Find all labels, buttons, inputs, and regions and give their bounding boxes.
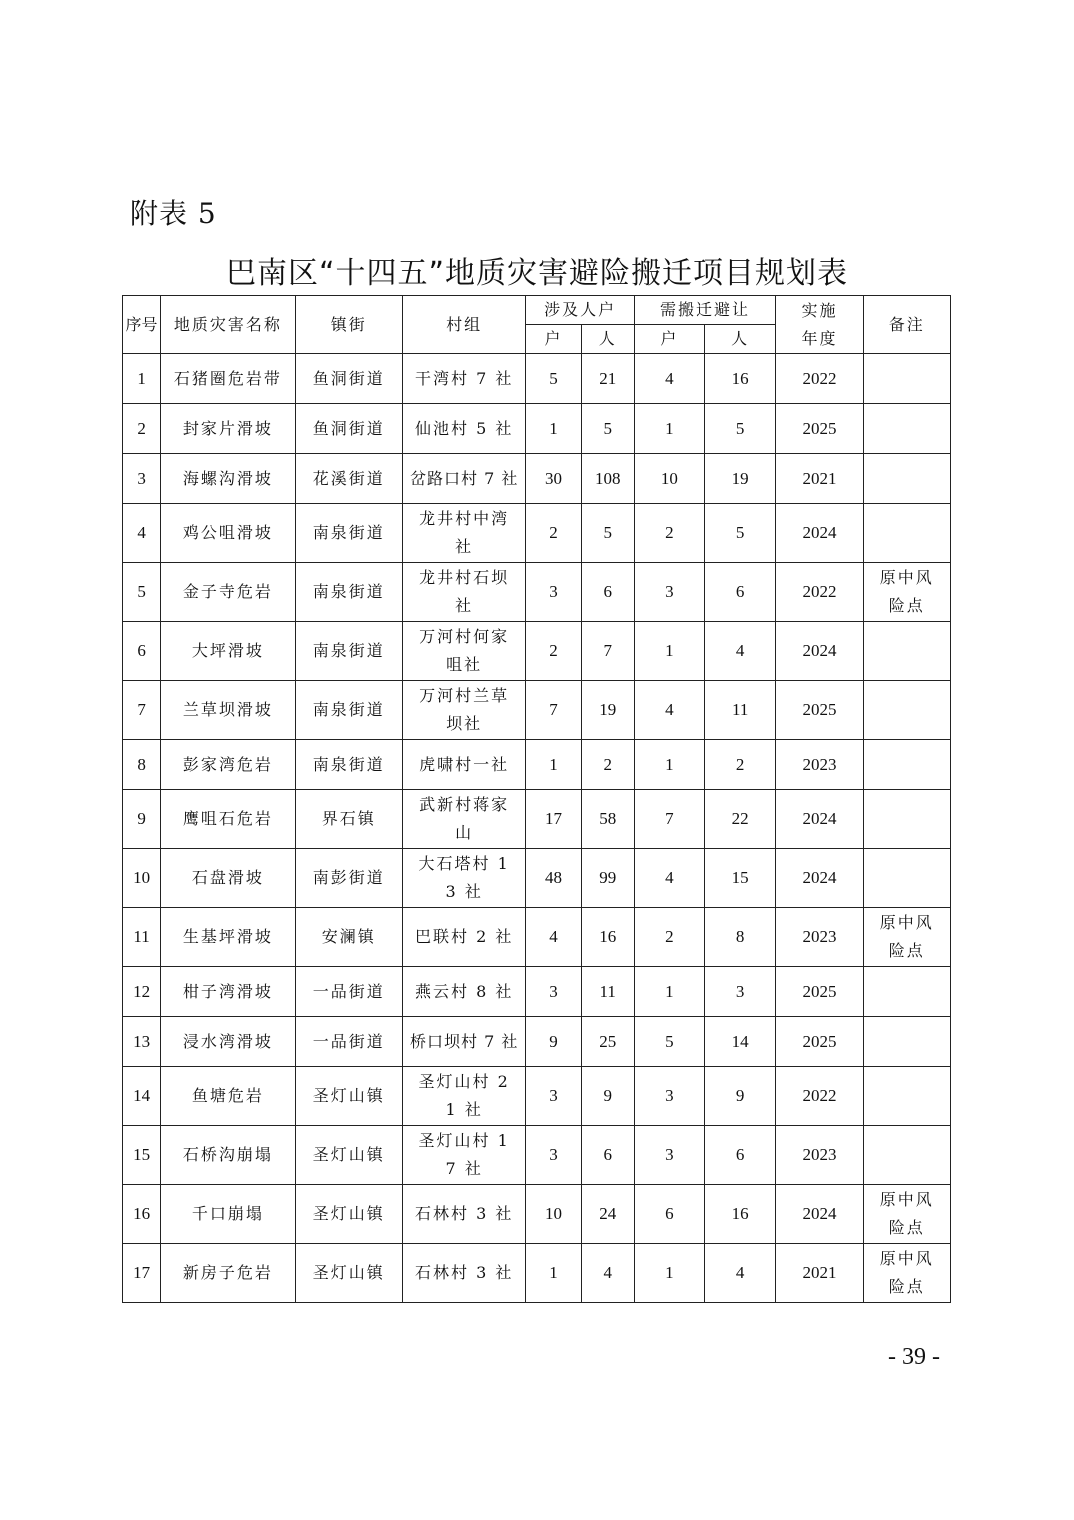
cell-village: 武新村蒋家山 (402, 790, 525, 849)
cell-inv-hu: 1 (526, 1244, 581, 1303)
cell-village: 虎啸村一社 (402, 740, 525, 790)
cell-street: 一品街道 (295, 1017, 402, 1067)
table-row (123, 1126, 951, 1185)
header-involved-ren: 人 (581, 325, 634, 354)
cell-inv-hu: 2 (526, 622, 581, 681)
cell-inv-hu: 3 (526, 1126, 581, 1185)
cell-village: 圣灯山村 17 社 (402, 1126, 525, 1185)
cell-inv-hu: 10 (526, 1185, 581, 1244)
cell-inv-ren: 58 (581, 790, 634, 849)
cell-village: 仙池村 5 社 (402, 404, 525, 454)
cell-rel-hu: 1 (634, 1244, 704, 1303)
cell-inv-ren: 24 (581, 1185, 634, 1244)
cell-inv-hu: 1 (526, 404, 581, 454)
cell-no: 17 (123, 1244, 161, 1303)
cell-year: 2024 (776, 622, 863, 681)
cell-no: 16 (123, 1185, 161, 1244)
cell-year: 2021 (776, 454, 863, 504)
table-row (123, 1067, 951, 1126)
header-remark: 备注 (863, 296, 950, 354)
cell-rel-hu: 4 (634, 681, 704, 740)
cell-rel-ren: 6 (705, 1126, 776, 1185)
cell-village: 圣灯山村 21 社 (402, 1067, 525, 1126)
cell-rel-ren: 16 (705, 354, 776, 404)
cell-village: 干湾村 7 社 (402, 354, 525, 404)
cell-remark (863, 790, 950, 849)
cell-village: 巴联村 2 社 (402, 908, 525, 967)
cell-rel-hu: 7 (634, 790, 704, 849)
cell-inv-ren: 2 (581, 740, 634, 790)
cell-name: 新房子危岩 (161, 1244, 295, 1303)
cell-name: 千口崩塌 (161, 1185, 295, 1244)
cell-inv-hu: 30 (526, 454, 581, 504)
table-row (123, 1244, 951, 1303)
header-relocate-hu: 户 (634, 325, 704, 354)
cell-remark (863, 681, 950, 740)
cell-name: 海螺沟滑坡 (161, 454, 295, 504)
cell-no: 4 (123, 504, 161, 563)
cell-year: 2024 (776, 1185, 863, 1244)
cell-village: 万河村兰草坝社 (402, 681, 525, 740)
cell-street: 界石镇 (295, 790, 402, 849)
cell-no: 10 (123, 849, 161, 908)
cell-rel-hu: 4 (634, 354, 704, 404)
cell-no: 8 (123, 740, 161, 790)
cell-rel-hu: 3 (634, 563, 704, 622)
cell-street: 圣灯山镇 (295, 1067, 402, 1126)
cell-village: 燕云村 8 社 (402, 967, 525, 1017)
cell-name: 鹰咀石危岩 (161, 790, 295, 849)
header-year: 实施年度 (776, 296, 863, 354)
cell-street: 鱼洞街道 (295, 404, 402, 454)
cell-rel-hu: 1 (634, 740, 704, 790)
cell-remark (863, 622, 950, 681)
header-seq: 序号 (123, 296, 161, 354)
cell-village: 桥口坝村 7 社 (402, 1017, 525, 1067)
cell-street: 南泉街道 (295, 563, 402, 622)
cell-year: 2023 (776, 908, 863, 967)
cell-year: 2025 (776, 967, 863, 1017)
cell-rel-ren: 5 (705, 504, 776, 563)
table-row (123, 790, 951, 849)
cell-year: 2022 (776, 1067, 863, 1126)
table-row (123, 404, 951, 454)
cell-street: 花溪街道 (295, 454, 402, 504)
cell-inv-ren: 7 (581, 622, 634, 681)
header-relocate: 需搬迁避让 (634, 296, 776, 325)
cell-name: 鱼塘危岩 (161, 1067, 295, 1126)
cell-year: 2024 (776, 849, 863, 908)
cell-rel-hu: 6 (634, 1185, 704, 1244)
cell-inv-hu: 2 (526, 504, 581, 563)
cell-inv-ren: 6 (581, 1126, 634, 1185)
cell-name: 兰草坝滑坡 (161, 681, 295, 740)
table-row (123, 849, 951, 908)
cell-year: 2024 (776, 504, 863, 563)
cell-street: 圣灯山镇 (295, 1126, 402, 1185)
cell-inv-hu: 3 (526, 967, 581, 1017)
cell-year: 2025 (776, 404, 863, 454)
table-row (123, 908, 951, 967)
cell-inv-ren: 25 (581, 1017, 634, 1067)
page-number: - 39 - (888, 1344, 940, 1370)
header-involved: 涉及人户 (526, 296, 634, 325)
cell-remark (863, 504, 950, 563)
cell-inv-hu: 5 (526, 354, 581, 404)
cell-remark (863, 454, 950, 504)
cell-inv-ren: 21 (581, 354, 634, 404)
cell-remark (863, 740, 950, 790)
header-relocate-ren: 人 (705, 325, 776, 354)
cell-inv-ren: 99 (581, 849, 634, 908)
cell-street: 南泉街道 (295, 740, 402, 790)
cell-inv-ren: 19 (581, 681, 634, 740)
cell-name: 大坪滑坡 (161, 622, 295, 681)
cell-rel-ren: 22 (705, 790, 776, 849)
cell-street: 南泉街道 (295, 681, 402, 740)
cell-no: 9 (123, 790, 161, 849)
cell-name: 生基坪滑坡 (161, 908, 295, 967)
cell-inv-hu: 7 (526, 681, 581, 740)
cell-village: 龙井村石坝社 (402, 563, 525, 622)
cell-rel-hu: 4 (634, 849, 704, 908)
cell-remark (863, 1017, 950, 1067)
cell-street: 安澜镇 (295, 908, 402, 967)
cell-street: 圣灯山镇 (295, 1185, 402, 1244)
cell-year: 2025 (776, 681, 863, 740)
cell-name: 浸水湾滑坡 (161, 1017, 295, 1067)
cell-inv-hu: 3 (526, 563, 581, 622)
cell-no: 2 (123, 404, 161, 454)
cell-village: 万河村何家咀社 (402, 622, 525, 681)
cell-inv-ren: 6 (581, 563, 634, 622)
cell-inv-hu: 3 (526, 1067, 581, 1126)
cell-no: 13 (123, 1017, 161, 1067)
table-row (123, 1017, 951, 1067)
cell-remark (863, 967, 950, 1017)
cell-street: 南彭街道 (295, 849, 402, 908)
cell-name: 彭家湾危岩 (161, 740, 295, 790)
table-row (123, 354, 951, 404)
cell-rel-ren: 15 (705, 849, 776, 908)
cell-inv-hu: 9 (526, 1017, 581, 1067)
cell-rel-ren: 9 (705, 1067, 776, 1126)
cell-name: 鸡公咀滑坡 (161, 504, 295, 563)
table-row (123, 504, 951, 563)
cell-inv-hu: 4 (526, 908, 581, 967)
cell-name: 封家片滑坡 (161, 404, 295, 454)
header-hazard-name: 地质灾害名称 (161, 296, 295, 354)
cell-rel-hu: 3 (634, 1067, 704, 1126)
cell-village: 石林村 3 社 (402, 1244, 525, 1303)
cell-year: 2023 (776, 1126, 863, 1185)
cell-remark: 原中风险点 (863, 1185, 950, 1244)
cell-year: 2023 (776, 740, 863, 790)
table-row (123, 967, 951, 1017)
cell-name: 石猪圈危岩带 (161, 354, 295, 404)
table-row (123, 454, 951, 504)
header-street: 镇街 (295, 296, 402, 354)
cell-no: 11 (123, 908, 161, 967)
cell-no: 12 (123, 967, 161, 1017)
cell-inv-ren: 5 (581, 404, 634, 454)
table-row (123, 740, 951, 790)
cell-no: 6 (123, 622, 161, 681)
cell-year: 2025 (776, 1017, 863, 1067)
cell-rel-ren: 4 (705, 622, 776, 681)
cell-name: 柑子湾滑坡 (161, 967, 295, 1017)
cell-no: 7 (123, 681, 161, 740)
cell-remark: 原中风险点 (863, 1244, 950, 1303)
relocation-plan-table (122, 295, 951, 1303)
cell-year: 2022 (776, 354, 863, 404)
cell-rel-ren: 14 (705, 1017, 776, 1067)
cell-name: 金子寺危岩 (161, 563, 295, 622)
cell-remark: 原中风险点 (863, 908, 950, 967)
cell-no: 15 (123, 1126, 161, 1185)
cell-rel-hu: 1 (634, 622, 704, 681)
cell-rel-ren: 6 (705, 563, 776, 622)
cell-name: 石盘滑坡 (161, 849, 295, 908)
cell-no: 1 (123, 354, 161, 404)
cell-rel-hu: 10 (634, 454, 704, 504)
cell-no: 14 (123, 1067, 161, 1126)
cell-village: 石林村 3 社 (402, 1185, 525, 1244)
cell-rel-ren: 11 (705, 681, 776, 740)
table-row (123, 622, 951, 681)
cell-inv-hu: 48 (526, 849, 581, 908)
cell-remark (863, 354, 950, 404)
cell-remark (863, 849, 950, 908)
table-row (123, 563, 951, 622)
cell-rel-ren: 5 (705, 404, 776, 454)
cell-year: 2022 (776, 563, 863, 622)
cell-rel-hu: 2 (634, 504, 704, 563)
cell-year: 2021 (776, 1244, 863, 1303)
cell-inv-ren: 16 (581, 908, 634, 967)
cell-rel-ren: 2 (705, 740, 776, 790)
cell-rel-hu: 5 (634, 1017, 704, 1067)
cell-street: 一品街道 (295, 967, 402, 1017)
header-involved-hu: 户 (526, 325, 581, 354)
table-row (123, 681, 951, 740)
cell-rel-ren: 8 (705, 908, 776, 967)
cell-name: 石桥沟崩塌 (161, 1126, 295, 1185)
cell-inv-hu: 17 (526, 790, 581, 849)
cell-inv-ren: 108 (581, 454, 634, 504)
cell-street: 鱼洞街道 (295, 354, 402, 404)
cell-no: 5 (123, 563, 161, 622)
cell-inv-ren: 11 (581, 967, 634, 1017)
cell-street: 圣灯山镇 (295, 1244, 402, 1303)
header-village: 村组 (402, 296, 525, 354)
cell-remark (863, 404, 950, 454)
cell-inv-ren: 4 (581, 1244, 634, 1303)
cell-street: 南泉街道 (295, 622, 402, 681)
cell-no: 3 (123, 454, 161, 504)
cell-village: 大石塔村 13 社 (402, 849, 525, 908)
cell-street: 南泉街道 (295, 504, 402, 563)
cell-remark (863, 1067, 950, 1126)
cell-rel-ren: 16 (705, 1185, 776, 1244)
cell-rel-hu: 1 (634, 967, 704, 1017)
appendix-label: 附表 5 (130, 197, 217, 230)
cell-inv-hu: 1 (526, 740, 581, 790)
cell-inv-ren: 9 (581, 1067, 634, 1126)
cell-rel-ren: 4 (705, 1244, 776, 1303)
cell-rel-ren: 3 (705, 967, 776, 1017)
cell-rel-hu: 3 (634, 1126, 704, 1185)
cell-rel-hu: 1 (634, 404, 704, 454)
cell-rel-hu: 2 (634, 908, 704, 967)
cell-rel-ren: 19 (705, 454, 776, 504)
cell-village: 龙井村中湾社 (402, 504, 525, 563)
cell-remark (863, 1126, 950, 1185)
cell-inv-ren: 5 (581, 504, 634, 563)
cell-year: 2024 (776, 790, 863, 849)
cell-village: 岔路口村 7 社 (402, 454, 525, 504)
table-row (123, 1185, 951, 1244)
cell-remark: 原中风险点 (863, 563, 950, 622)
document-title: 巴南区“十四五”地质灾害避险搬迁项目规划表 (225, 256, 849, 291)
